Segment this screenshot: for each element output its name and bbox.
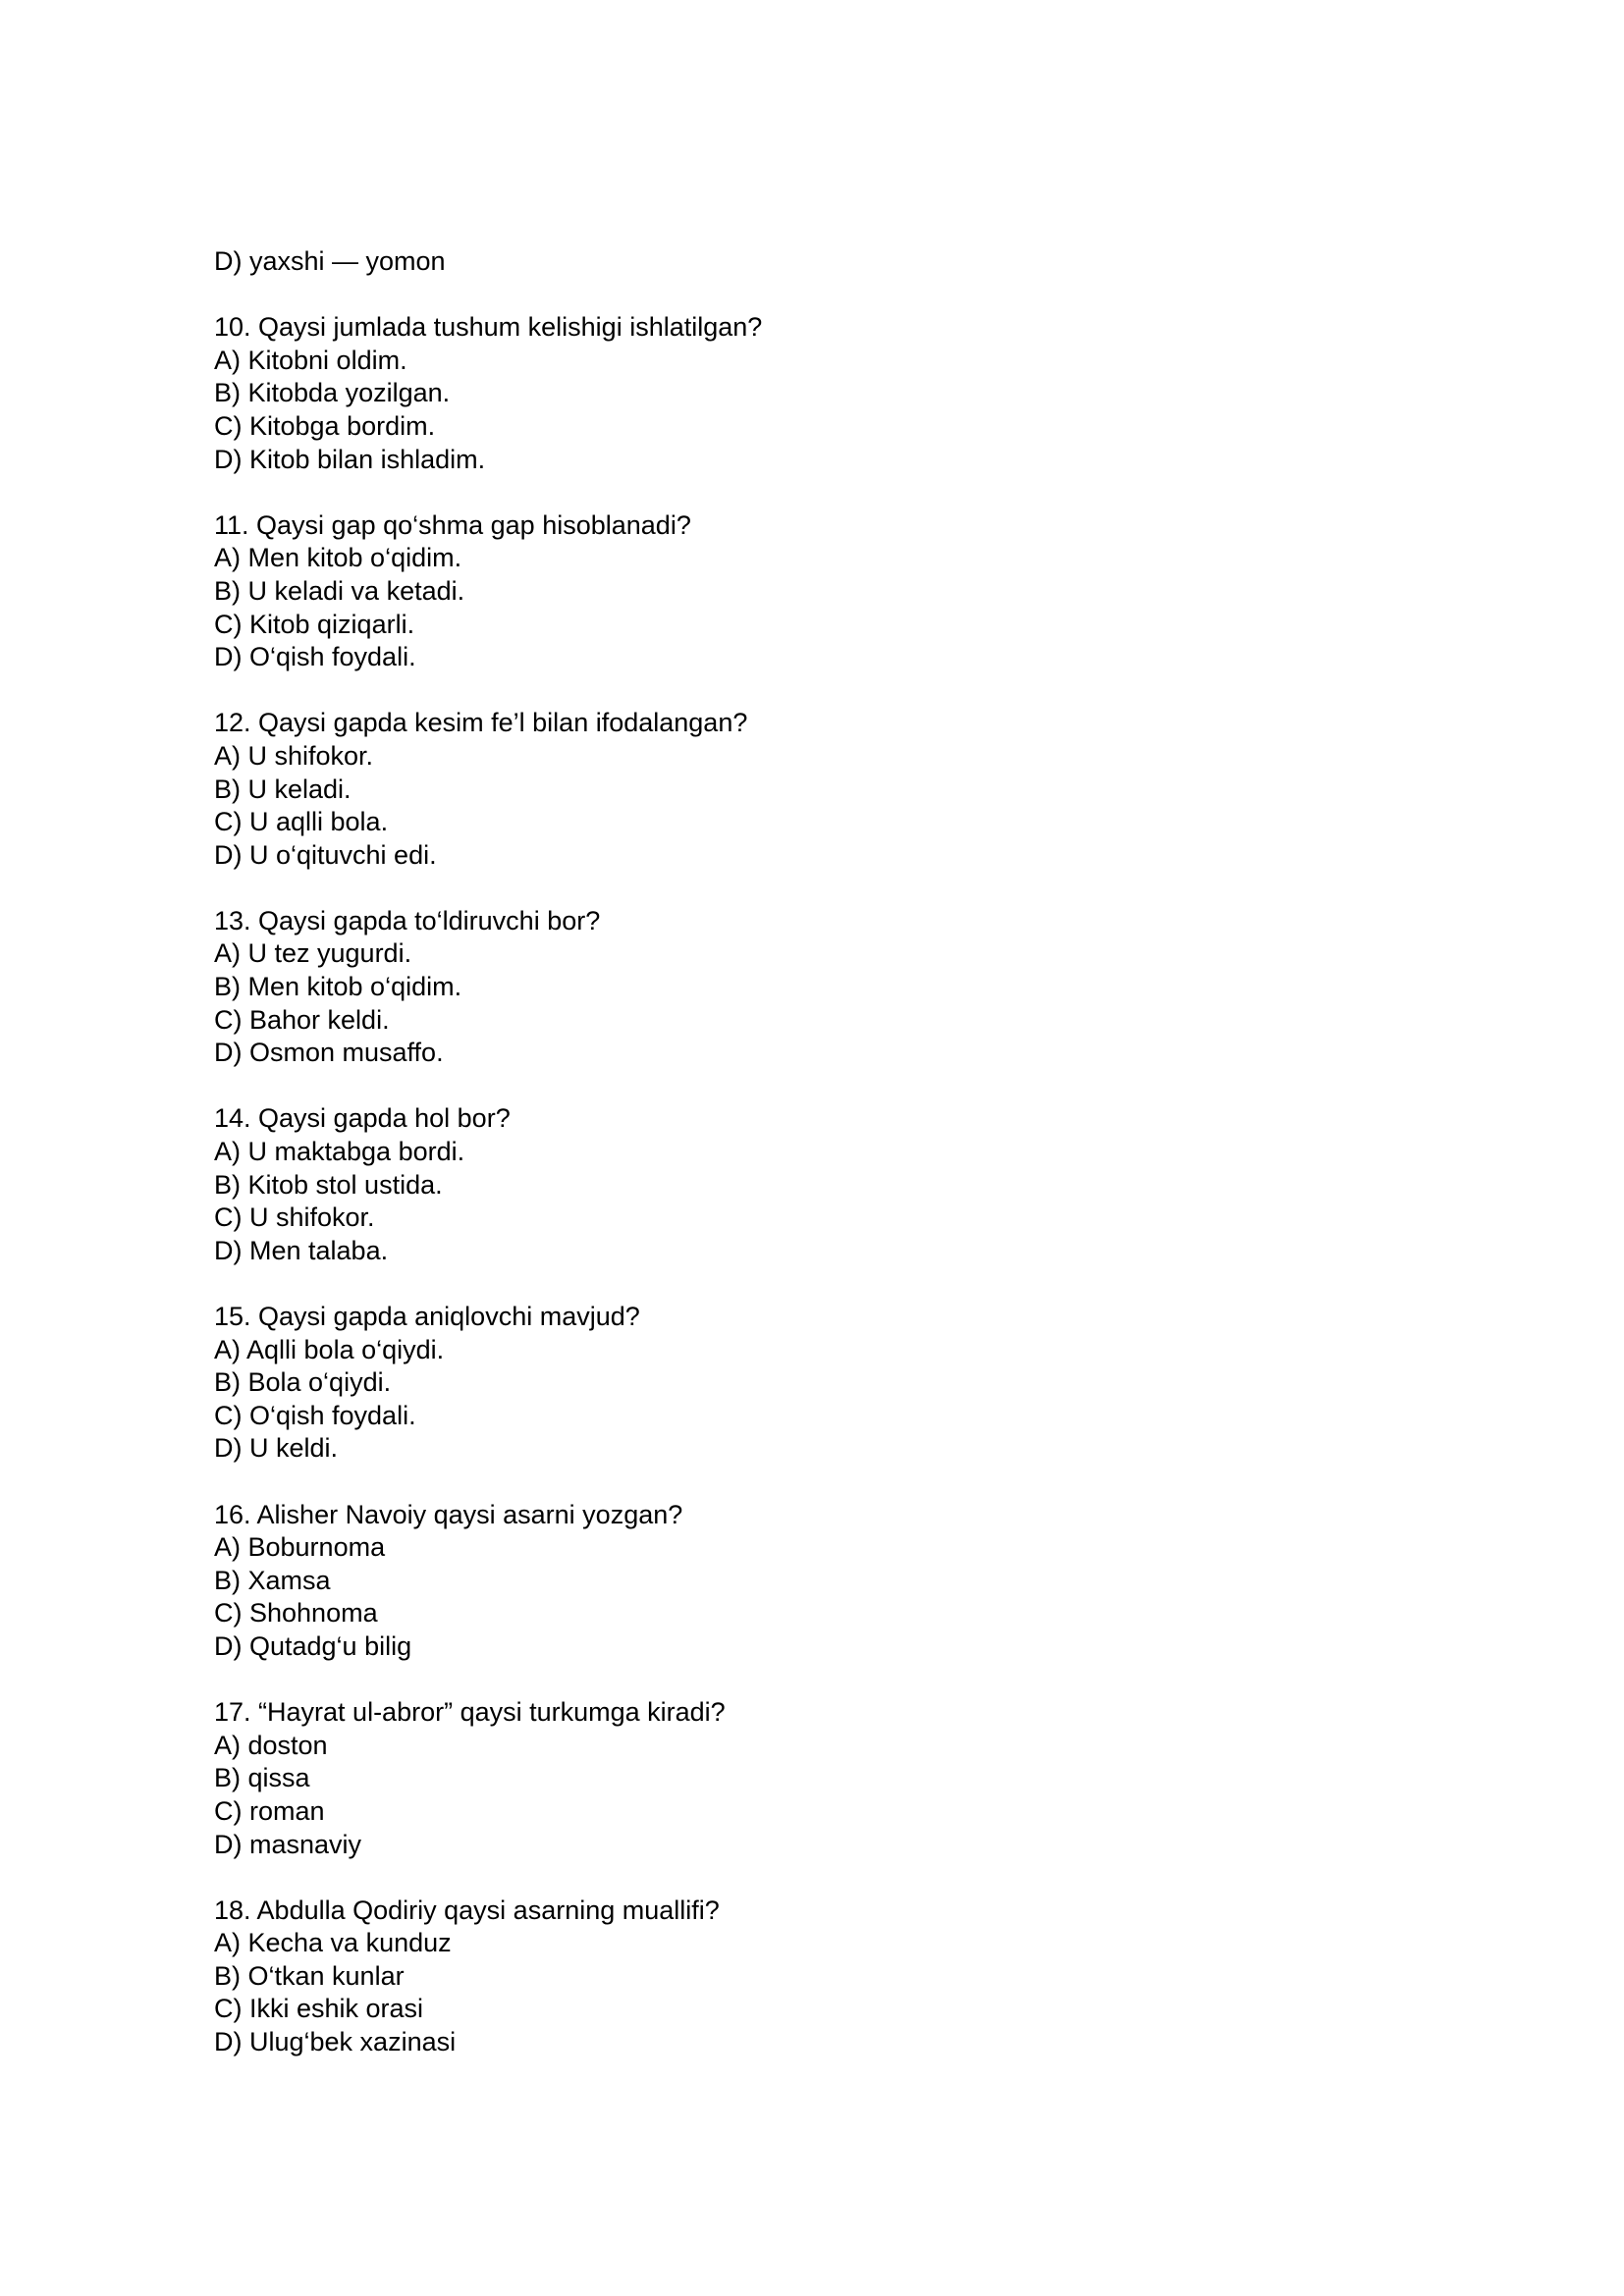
option-a: A) U shifokor. [214,740,374,771]
option-c: C) Ikki eshik orasi [214,1994,424,2024]
question-text: 13. Qaysi gapda to‘ldiruvchi bor? [214,905,601,935]
option-b: B) Men kitob o‘qidim. [214,972,462,1002]
question-block-13 [214,905,1410,1070]
option-a: A) Kecha va kunduz [214,1928,452,1958]
option-a: A) doston [214,1730,328,1760]
option-b: B) Kitobda yozilgan. [214,378,451,408]
option-c: C) Kitobga bordim. [214,410,436,441]
question-text: 16. Alisher Navoiy qaysi asarni yozgan? [214,1499,683,1529]
question-text: 11. Qaysi gap qo‘shma gap hisoblanadi? [214,509,691,540]
document-page [214,245,1410,2059]
option-b: B) Xamsa [214,1565,331,1595]
option-a: A) Boburnoma [214,1532,386,1563]
option-c: C) U aqlli bola. [214,807,389,837]
option-c: C) Shohnoma [214,1598,378,1629]
option-d: D) U o‘qituvchi edi. [214,839,437,870]
question-text: 17. “Hayrat ul-abror” qaysi turkumga kiradi? [214,1697,726,1728]
option-a: A) Men kitob o‘qidim. [214,543,462,573]
option-b: B) U keladi. [214,774,352,804]
option-d: D) O‘qish foydali. [214,642,416,672]
option-c: C) Kitob qiziqarli. [214,609,415,639]
question-text: 15. Qaysi gapda aniqlovchi mavjud? [214,1302,640,1331]
question-block-10 [214,311,1410,476]
option-a: A) U maktabga bordi. [214,1137,465,1167]
option-d: D) Kitob bilan ishladim. [214,444,486,474]
question-block-17 [214,1696,1410,1861]
option-b: B) Kitob stol ustida. [214,1169,443,1200]
question-block-11 [214,509,1410,674]
option-c: C) O‘qish foydali. [214,1400,416,1430]
option-d: D) Men talaba. [214,1235,389,1265]
leading-option: D) yaxshi — yomon [214,246,446,276]
option-c: C) Bahor keldi. [214,1004,390,1035]
option-d: D) U keldi. [214,1433,339,1464]
option-b: B) Bola o‘qiydi. [214,1367,392,1398]
option-a: A) Kitobni oldim. [214,345,407,375]
question-text: 18. Abdulla Qodiriy qaysi asarning muallifi? [214,1895,720,1925]
question-block-18 [214,1895,1410,2059]
question-block-12 [214,707,1410,872]
option-d: D) Osmon musaffo. [214,1038,444,1068]
option-d: D) Ulug‘bek xazinasi [214,2027,457,2057]
question-block-15 [214,1301,1410,1466]
option-a: A) U tez yugurdi. [214,938,412,969]
option-b: B) U keladi va ketadi. [214,575,465,606]
question-block-14 [214,1102,1410,1267]
option-d: D) Qutadg‘u bilig [214,1630,412,1661]
question-block-16 [214,1499,1410,1664]
option-d: D) masnaviy [214,1829,362,1859]
option-b: B) O‘tkan kunlar [214,1960,405,1991]
question-text: 12. Qaysi gapda kesim fe’l bilan ifodalangan? [214,708,748,738]
option-c: C) roman [214,1795,325,1826]
option-a: A) Aqlli bola o‘qiydi. [214,1334,445,1364]
option-b: B) qissa [214,1763,310,1793]
option-c: C) U shifokor. [214,1202,375,1233]
question-text: 10. Qaysi jumlada tushum kelishigi ishlatilgan? [214,312,763,343]
question-text: 14. Qaysi gapda hol bor? [214,1103,511,1134]
